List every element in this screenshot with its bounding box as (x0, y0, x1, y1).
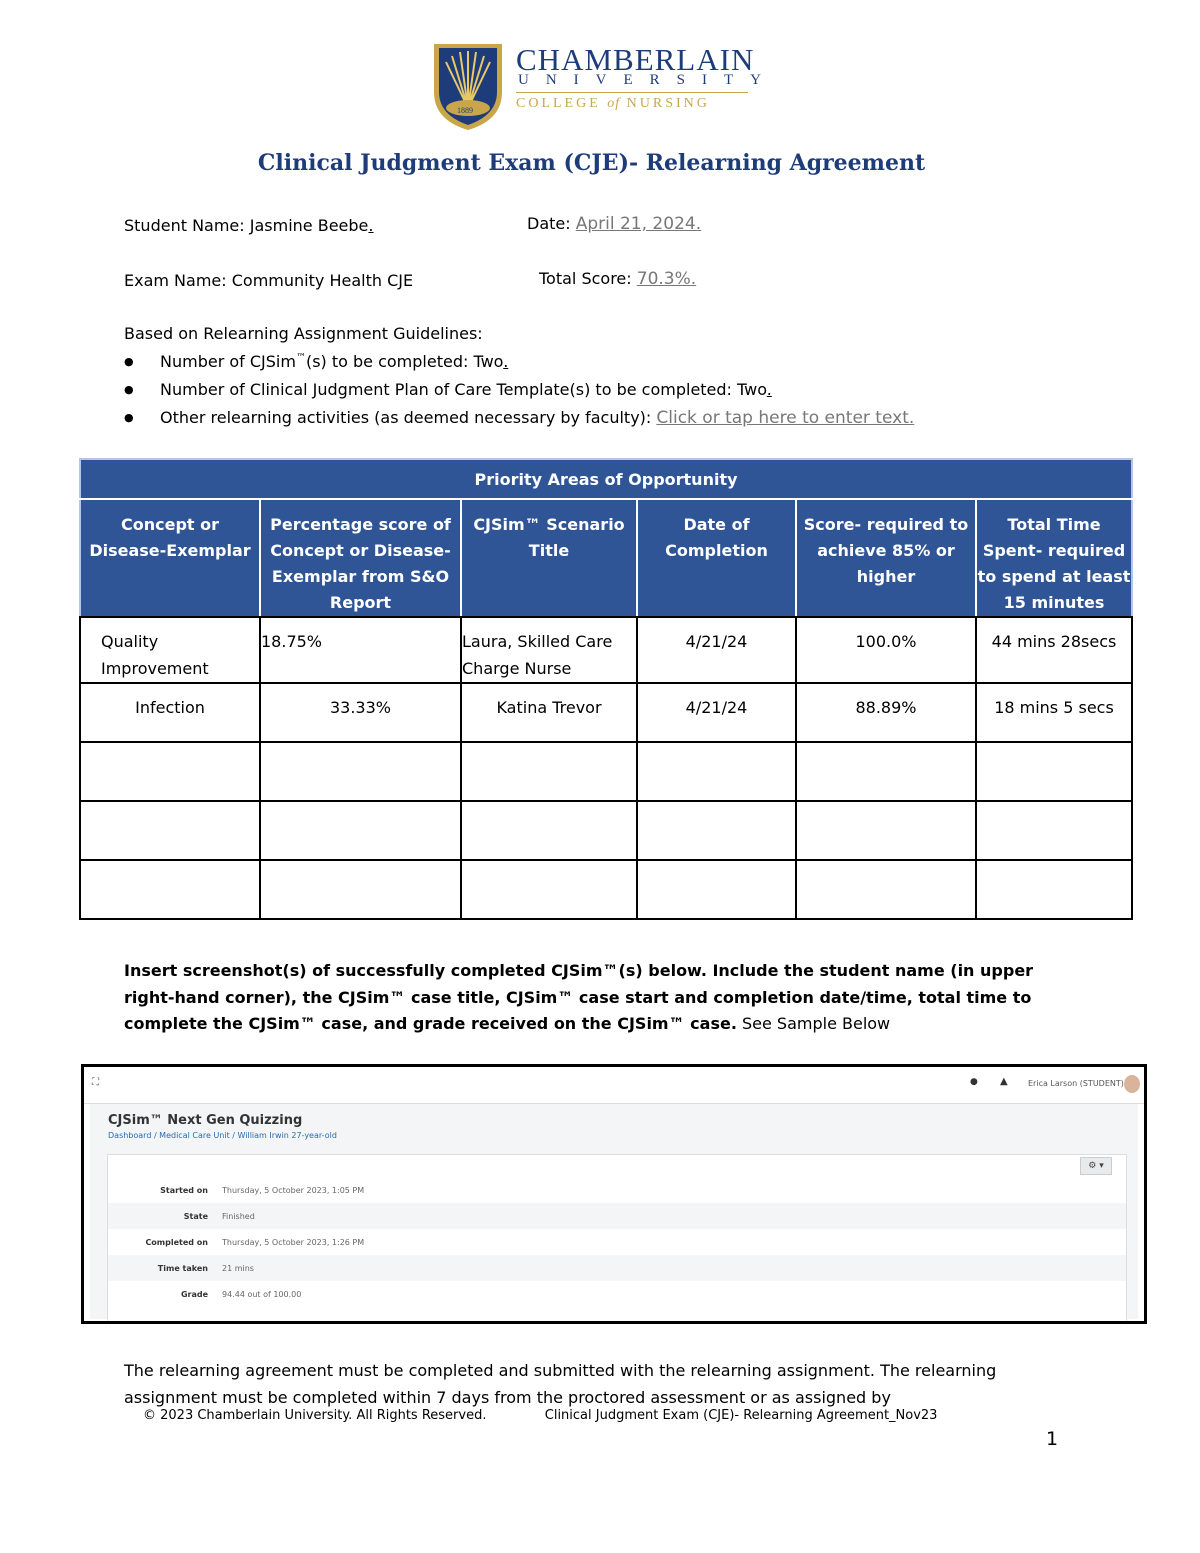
table-cell[interactable] (976, 742, 1132, 801)
brand-college: COLLEGE of NURSING (516, 96, 710, 111)
brand-university: UNIVERSITY (518, 72, 778, 88)
table-cell[interactable] (80, 860, 260, 919)
list-item: ● Number of CJSim™(s) to be completed: Two. (124, 352, 914, 380)
table-cell[interactable] (796, 860, 976, 919)
table-cell[interactable] (796, 742, 976, 801)
student-name-value: Jasmine Beebe (249, 216, 369, 235)
priority-areas-table (79, 458, 1133, 920)
summary-row: Grade 94.44 out of 100.00 (180, 1290, 302, 1299)
column-header: Score- required to achieve 85% or higher (796, 499, 976, 617)
table-title: Priority Areas of Opportunity (80, 459, 1132, 499)
column-header: Date of Completion (637, 499, 796, 617)
bell-icon: ▲ (1000, 1076, 1008, 1087)
table-cell[interactable]: 4/21/24 (637, 617, 796, 683)
exam-name-value: Community Health CJE (231, 271, 414, 290)
summary-row: Started on Thursday, 5 October 2023, 1:05 PM (160, 1186, 365, 1195)
logo-year: 1889 (457, 106, 473, 115)
table-cell[interactable]: 88.89% (796, 683, 976, 742)
breadcrumb: Dashboard / Medical Care Unit / William Irwin 27-year-old (108, 1131, 337, 1140)
copyright: © 2023 Chamberlain University. All Rights Reserved. (143, 1408, 487, 1423)
table-cell[interactable]: 4/21/24 (637, 683, 796, 742)
column-header: Concept or Disease-Exemplar (80, 499, 260, 617)
column-header: Percentage score of Concept or Disease-Exemplar from S&O Report (260, 499, 461, 617)
screenshot-instructions: Insert screenshot(s) of successfully completed CJSim™(s) below. Include the student name (in upper right-hand corner), the CJSim™ case title, CJSim™ case start and completion date/time, total time to complete the CJSim™ case, and grade received on the CJSim™ case. See Sample Below (124, 961, 1034, 1033)
table-cell[interactable] (637, 742, 796, 801)
summary-row: Completed on Thursday, 5 October 2023, 1:26 PM (145, 1238, 365, 1247)
sample-screenshot (81, 1064, 1147, 1324)
table-cell[interactable]: 18.75% (260, 617, 461, 683)
table-cell[interactable]: 100.0% (796, 617, 976, 683)
table-cell[interactable]: Katina Trevor (461, 683, 637, 742)
quiz-title: CJSim™ Next Gen Quizzing (108, 1113, 303, 1128)
table-cell[interactable] (80, 742, 260, 801)
table-cell[interactable] (461, 860, 637, 919)
user-name: Erica Larson (STUDENT) (1028, 1079, 1124, 1088)
brand-divider (516, 92, 748, 93)
other-activities-input[interactable]: Click or tap here to enter text. (656, 408, 915, 428)
table-row (80, 742, 1132, 801)
chat-icon: ● (970, 1077, 978, 1087)
screenshot-content (90, 1104, 1138, 1319)
quiz-summary-panel (107, 1154, 1127, 1324)
university-logo (432, 42, 778, 132)
column-header: CJSim™ Scenario Title (461, 499, 637, 617)
table-cell[interactable]: 33.33% (260, 683, 461, 742)
table-cell[interactable]: Quality Improvement (80, 617, 260, 683)
table-cell[interactable] (260, 860, 461, 919)
date-value[interactable]: April 21, 2024. (575, 214, 702, 234)
table-cell[interactable] (260, 801, 461, 860)
page-number: 1 (1046, 1428, 1059, 1450)
table-cell[interactable]: 18 mins 5 secs (976, 683, 1132, 742)
summary-row: Time taken 21 mins (108, 1255, 1126, 1281)
table-row (80, 860, 1132, 919)
student-name-field: Student Name: Jasmine Beebe. (124, 216, 374, 235)
page-footer (143, 1408, 937, 1423)
list-item: ● Number of Clinical Judgment Plan of Care Template(s) to be completed: Two. (124, 380, 914, 408)
gear-icon: ⚙ ▾ (1080, 1157, 1112, 1175)
guidelines-list (124, 352, 914, 436)
table-cell[interactable] (80, 801, 260, 860)
screenshot-topbar (84, 1067, 1144, 1104)
page-title: Clinical Judgment Exam (CJE)- Relearning Agreement (257, 150, 926, 176)
table-cell[interactable] (976, 860, 1132, 919)
table-cell[interactable] (260, 742, 461, 801)
total-score-field: Total Score: 70.3%. (539, 269, 697, 289)
avatar (1124, 1075, 1140, 1093)
list-item: ● Other relearning activities (as deemed necessary by faculty): Click or tap here to enter text. (124, 408, 914, 436)
table-cell[interactable] (976, 801, 1132, 860)
table-row (80, 617, 1132, 683)
guidelines-intro: Based on Relearning Assignment Guidelines: (124, 324, 483, 343)
table-cell[interactable]: 44 mins 28secs (976, 617, 1132, 683)
table-cell[interactable] (796, 801, 976, 860)
table-row (80, 801, 1132, 860)
table-cell[interactable] (637, 860, 796, 919)
footer-doc-title: Clinical Judgment Exam (CJE)- Relearning Agreement_Nov23 (544, 1408, 938, 1423)
table-cell[interactable] (461, 742, 637, 801)
table-cell[interactable] (461, 801, 637, 860)
table-row (80, 683, 1132, 742)
shield-crest-icon (432, 42, 504, 132)
table-cell[interactable]: Laura, Skilled Care Charge Nurse (461, 617, 637, 683)
total-score-value[interactable]: 70.3%. (636, 269, 697, 289)
exam-name-field: Exam Name: Community Health CJE (124, 271, 414, 290)
brand-name: CHAMBERLAIN (516, 42, 755, 77)
footnote: The relearning agreement must be completed and submitted with the relearning assignment. The relearning assignment must be completed within 7 days from the proctored assessment or as assigned by (124, 1361, 997, 1407)
fullscreen-icon: ⛶ (92, 1077, 99, 1088)
column-header: Total Time Spent- required to spend at least 15 minutes (976, 499, 1132, 617)
table-cell[interactable] (637, 801, 796, 860)
table-cell[interactable]: Infection (80, 683, 260, 742)
summary-row: State Finished (108, 1203, 1126, 1229)
date-field: Date: April 21, 2024. (527, 214, 702, 234)
